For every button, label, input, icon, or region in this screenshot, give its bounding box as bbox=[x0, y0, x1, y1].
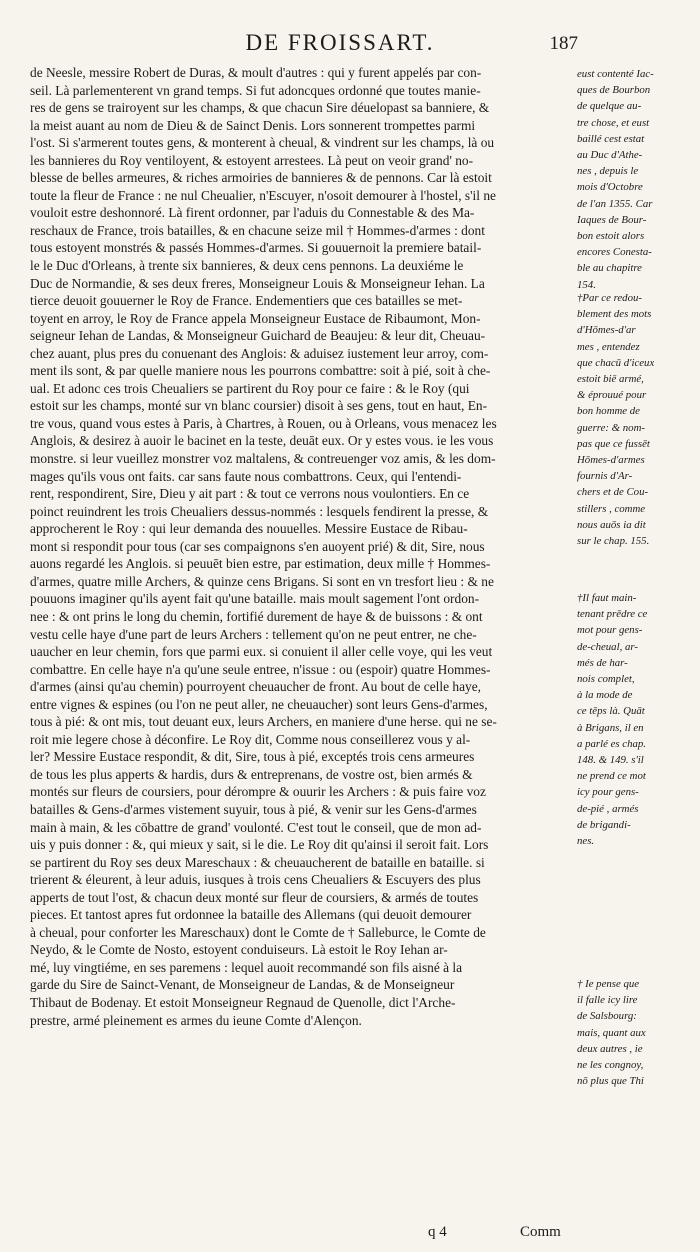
text-line: batailles & Gens-d'armes vistement suyuir, tous à pié, & venir sur les Gens-d'armes bbox=[30, 801, 477, 817]
text-line: roit mie legere chose à déconfire. Le Roy dit, Comme nous conseillerez vous y al- bbox=[30, 731, 471, 747]
signature-mark: q 4 bbox=[428, 1224, 447, 1240]
margin-note-line: fournis d'Ar- bbox=[577, 470, 633, 483]
margin-note-line: nes. bbox=[577, 835, 595, 848]
text-line: d'armes (ainsi qu'au chemin) pourroyent cheuaucher de front. Au bout de celle haye, bbox=[30, 679, 482, 695]
text-line: approcherent le Roy : qui leur demanda des nouuelles. Messire Eustace de Ribau- bbox=[30, 521, 468, 537]
text-line: combattre. En celle haye n'a qu'une seule entree, n'issue : ou (espoir) quatre Hommes- bbox=[30, 661, 491, 677]
text-line: Anglois, & desirez à auoir le bacinet en la teste, deuāt eux. Or y estes vous. ie les vous bbox=[30, 433, 494, 449]
margin-note-line: encores Conesta- bbox=[577, 246, 652, 259]
margin-note-line: de quelque au- bbox=[577, 100, 642, 113]
margin-note-line: de l'an 1355. Car bbox=[577, 197, 653, 210]
text-line: l'ost. Si s'armerent toutes gens, & monterent à cheual, & vindrent sur les champs, là ou bbox=[30, 135, 495, 151]
text-line: pieces. Et tantost apres fut ordonnee la bataille des Allemans (qui deuoit demourer bbox=[30, 907, 472, 923]
margin-note-line: tenant prēdre ce bbox=[577, 608, 648, 621]
text-line: montés sur fleurs de coursiers, pour dérompre & ouurir les Archers : & puis faire voz bbox=[30, 784, 486, 800]
margin-note-line: ne prend ce mot bbox=[577, 770, 646, 783]
margin-note bbox=[577, 290, 654, 549]
margin-note-line: a parlé es chap. bbox=[577, 737, 646, 750]
text-line: tierce deuoit gouuerner le Roy de France. Endementiers que ces batailles se met- bbox=[30, 293, 463, 309]
text-line: toute la fleur de France : ne nul Cheualier, n'Escuyer, n'osoit demourer à l'hostel, s'il ne bbox=[30, 187, 496, 203]
margin-note bbox=[577, 590, 647, 849]
text-line: le le Duc d'Orleans, à trente six bannieres, & deux cens pennons. La deuxiéme le bbox=[30, 258, 464, 274]
page-footer bbox=[0, 1224, 700, 1248]
text-line: les bannieres du Roy ventiloyent, & estoyent arrestees. Là peut on veoir grand' no- bbox=[30, 152, 474, 168]
text-line: seigneur Iehan de Landas, & Monseigneur Guichard de Beaujeu: & leur dit, Cheuau- bbox=[30, 328, 486, 344]
text-line: auons regardé les Anglois. si peuuēt bien estre, par estimation, deux mille † Hommes- bbox=[30, 556, 491, 572]
margin-note-line: bon estoit alors bbox=[577, 230, 645, 243]
text-line: prestre, armé pleinement es armes du ieune Comte d'Alençon. bbox=[30, 1012, 362, 1028]
text-line: Duc de Normandie, & ses deux freres, Monseigneur Louis & Monseigneur Iehan. La bbox=[30, 275, 485, 291]
text-line: uaucher en leur chemin, fors que parmi eux. si conuient il aller celle voye, qui les veut bbox=[30, 644, 493, 660]
margin-note-line: estoit biē armé, bbox=[577, 373, 644, 386]
text-line: nee : & ont prins le long du chemin, fortifié durement de haye & de buissons : & ont bbox=[30, 608, 483, 624]
running-title: DE FROISSART. bbox=[245, 30, 435, 55]
margin-note-line: Hōmes-d'armes bbox=[577, 454, 645, 467]
text-line: de tous les plus apperts & hardis, durs & entreprenans, de vostre ost, bien armés & bbox=[30, 766, 473, 782]
text-line: apperts de tout l'ost, & chacun deux monté sur fleur de coursiers, & armés de toutes bbox=[30, 889, 479, 905]
margin-note-line: més de har- bbox=[577, 656, 628, 669]
text-line: ment ils sont, & par quelle maniere nous les pourrons combattre: soit à pié, soit à che- bbox=[30, 363, 491, 379]
margin-note-line: 154. bbox=[577, 278, 596, 291]
text-line: mont si respondit pour tous (car ses compaignons s'en auoyent prié) & dit, Sire, nous bbox=[30, 538, 485, 554]
margin-note-line: mot pour gens- bbox=[577, 624, 643, 637]
margin-note-line: sur le chap. 155. bbox=[577, 535, 650, 548]
text-line: mé, luy vingtiéme, en ses paremens : lequel auoit recommandé son fils aisné à la bbox=[30, 959, 463, 975]
text-line: tre vous, quand vous estes à Paris, à Chartres, à Rouen, ou à Orleans, vous menacez les bbox=[30, 415, 497, 431]
margin-note-line: deux autres , ie bbox=[577, 1042, 643, 1055]
margin-note-line: blement des mots bbox=[577, 308, 652, 321]
margin-note-line: mais, quant aux bbox=[577, 1026, 646, 1039]
margin-note-line: ce tēps là. Quāt bbox=[577, 705, 645, 718]
margin-note-line: mes , entendez bbox=[577, 340, 640, 353]
margin-note-line: ble au chapitre bbox=[577, 262, 642, 275]
text-line: garde du Sire de Sainct-Venant, de Monseigneur de Landas, & de Monseigneur bbox=[30, 977, 455, 993]
text-line: tous estoyent monstrés & passés Hommes-d'armes. Si gouuernoit la premiere batail- bbox=[30, 240, 482, 256]
margin-note-line: bon homme de bbox=[577, 405, 640, 418]
text-line: mages qu'ils vous ont faits. car sans faute nous combattrons. Ceux, qui l'entendi- bbox=[30, 468, 462, 484]
margin-note-line: d'Hōmes-d'ar bbox=[577, 324, 636, 337]
margin-note-line: tre chose, et eust bbox=[577, 116, 650, 129]
text-line: entre vignes & espines (ou l'on ne peut aller, ne cheuaucher) sont leurs Gens-d'armes, bbox=[30, 696, 488, 712]
text-line: tous à pié: & ont mis, tout deuant eux, leurs Archers, en maniere d'une herse. qui ne se- bbox=[30, 714, 497, 730]
text-line: estoit sur les champs, monté sur vn blanc coursier) disoit à ses gens, tout en haut, En- bbox=[30, 398, 488, 414]
margin-note-line: 148. & 149. s'il bbox=[577, 754, 644, 767]
margin-note-line: de-cheual, ar- bbox=[577, 640, 638, 653]
margin-note-line: † Ie pense que bbox=[577, 978, 640, 990]
margin-note-line: nes , depuis le bbox=[577, 165, 639, 178]
text-line: ler? Messire Eustace respondit, & dit, Sire, tous à pié, exceptés trois cens armeures bbox=[30, 749, 475, 765]
margin-note-line: il falle icy lire bbox=[577, 994, 638, 1007]
text-line: à cheual, pour conforter les Mareschaux) dont le Comte de † Salleburce, le Comte de bbox=[30, 924, 486, 940]
margin-note-line: au Duc d'Athe- bbox=[577, 149, 643, 162]
margin-note-line: nois complet, bbox=[577, 673, 635, 686]
text-line: de Neesle, messire Robert de Duras, & moult d'autres : qui y furent appelés par con- bbox=[30, 65, 482, 80]
margin-note-line: nous auōs ia dit bbox=[577, 518, 646, 531]
margin-note-line: guerre: & nom- bbox=[577, 421, 645, 434]
margin-note-line: icy pour gens- bbox=[577, 786, 639, 799]
catchword: Comm bbox=[520, 1224, 561, 1240]
text-line: d'armes, quatre mille Archers, & quinze cens Brigans. Si sont en vn tresfort lieu : & ne bbox=[30, 573, 494, 589]
text-line: ual. Et adonc ces trois Cheualiers se partirent du Roy pour ce faire : & le Roy (qui bbox=[30, 380, 470, 396]
margin-note-line: de Salsbourg: bbox=[577, 1010, 637, 1023]
margin-note-line: de-pié , armés bbox=[577, 802, 639, 815]
text-line: poinct reuindrent les trois Cheualiers dessus-nommés : lesquels fendirent la presse, & bbox=[30, 503, 489, 519]
margin-note bbox=[577, 66, 654, 293]
margin-note bbox=[577, 976, 646, 1089]
margin-note-line: chers et de Cou- bbox=[577, 486, 649, 499]
margin-note-line: de brigandi- bbox=[577, 818, 631, 831]
margin-note-line: stillers , comme bbox=[577, 502, 646, 515]
text-line: Thibaut de Bodenay. Et estoit Monseigneur Regnaud de Quenolle, dict l'Arche- bbox=[30, 994, 456, 1010]
text-line: blesse de belles armeures, & riches armoiries de bannieres & de pennons. Car là estoit bbox=[30, 170, 492, 186]
margin-note-line: †Il faut main- bbox=[577, 592, 637, 604]
margin-note-line: ques de Bourbon bbox=[577, 84, 651, 97]
margin-note-line: Iaques de Bour- bbox=[577, 213, 647, 226]
text-line: reschaux de France, trois batailles, & en chacune seize mil † Hommes-d'armes : dont bbox=[30, 222, 485, 238]
margin-note-line: †Par ce redou- bbox=[577, 292, 642, 304]
text-line: uis y puis donner : &, qui mieux y sait, si le die. Le Roy dit qu'ainsi il seroit fait. Lors bbox=[30, 837, 489, 853]
margin-note-line: & éprouué pour bbox=[577, 389, 647, 402]
margin-note-line: mois d'Octobre bbox=[577, 181, 643, 194]
page-number: 187 bbox=[549, 33, 578, 54]
text-line: Neydo, & le Comte de Nosto, estoyent conduiseurs. Là estoit le Roy Iehan ar- bbox=[30, 942, 448, 958]
text-line: monstre. si leur vueillez monstrer voz maltalens, & contreuenger voz amis, & les dom- bbox=[30, 451, 496, 467]
text-line: pouuons imaginer qu'ils ayent fait qu'une bataille. mais moult sagement l'ont ordon- bbox=[30, 591, 480, 607]
text-line: toyent en arroy, le Roy de France appela Monseigneur Eustace de Ribaumont, Mon- bbox=[30, 310, 481, 326]
margin-note-line: eust contenté Iac- bbox=[577, 68, 654, 80]
text-line: rent, respondirent, Sire, Dieu y ait part : & tout ce verrons nous voulontiers. En ce bbox=[30, 486, 470, 502]
margin-note-line: à Brigans, il en bbox=[577, 721, 644, 734]
text-line: main à main, & les cōbattre de grand' voulonté. C'est tout le conseil, que de mon ad- bbox=[30, 819, 482, 835]
text-line: seil. Là parlementerent vn grand temps. Si fut adoncques ordonné que toutes manie- bbox=[30, 82, 481, 98]
text-line: trierent & éleurent, à leur aduis, iusques à trois cens Cheualiers & Escuyers des plus bbox=[30, 872, 481, 888]
text-line: se partirent du Roy ses deux Mareschaux : & cheuaucherent de bataille en bataille. si bbox=[30, 854, 485, 870]
margin-note-line: pas que ce fussēt bbox=[577, 437, 650, 450]
text-line: la meist auant au nom de Dieu & de Sainct Denis. Lors sonnerent trompettes parmi bbox=[30, 117, 476, 133]
margin-note-line: ne les congnoy, bbox=[577, 1059, 644, 1072]
margin-note-line: baillé cest estat bbox=[577, 132, 645, 145]
text-line: vouloit estre deshonnoré. Là firent ordonner, par l'aduis du Connestable & des Ma- bbox=[30, 205, 475, 221]
margin-note-line: que chacū d'iceux bbox=[577, 356, 655, 369]
text-line: chez auant, plus pres du conuenant des Anglois: & aduisez iustement leur arroy, com- bbox=[30, 345, 489, 361]
margin-note-line: nō plus que Thi bbox=[577, 1075, 644, 1088]
margin-note-line: à la mode de bbox=[577, 689, 633, 702]
text-line: res de gens se trairoyent sur les champs, & que chacun Sire déuelopast sa banniere, & bbox=[30, 100, 490, 116]
main-text-column bbox=[30, 64, 568, 1029]
text-line: vestu celle haye d'une part de leurs Archers : tellement qu'on ne peut entrer, ne che- bbox=[30, 626, 477, 642]
